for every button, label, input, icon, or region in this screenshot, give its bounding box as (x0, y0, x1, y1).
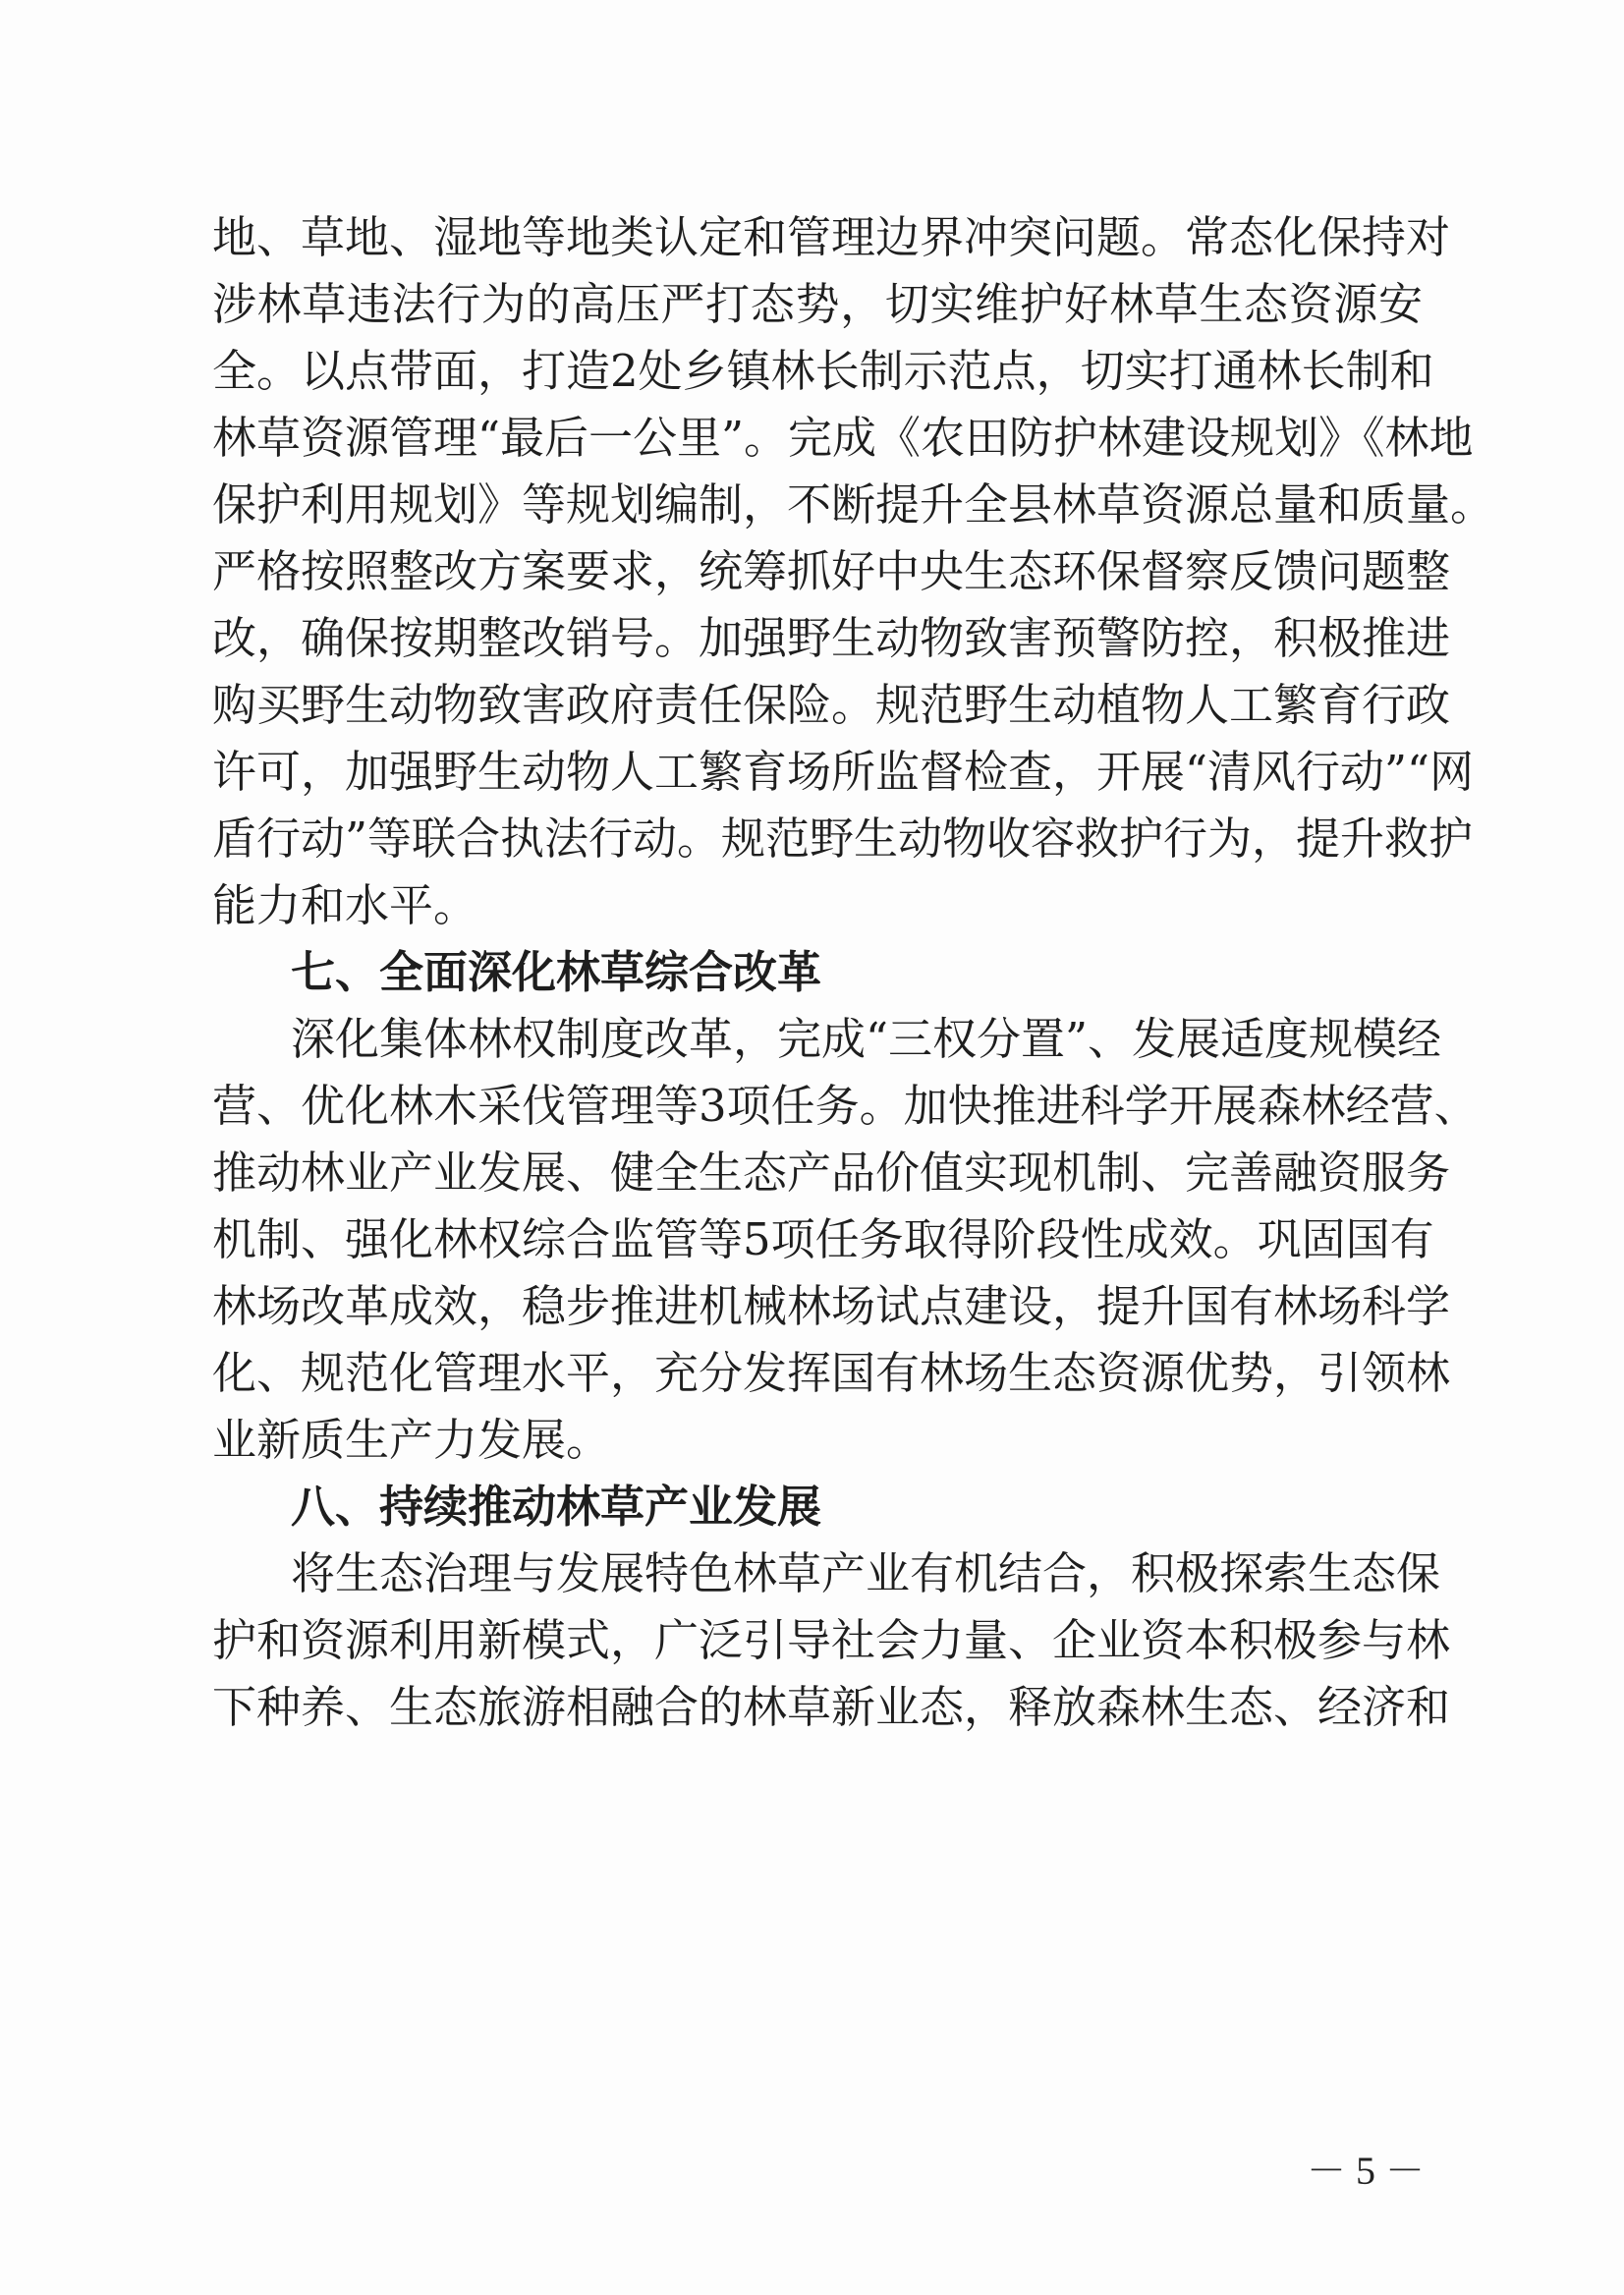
body-line: 严格按照整改方案要求，统筹抓好中央生态环保督察反馈问题整 (212, 545, 1451, 597)
body-line: 购买野生动物致害政府责任保险。规范野生动植物人工繁育行政 (212, 679, 1451, 731)
body-line: 许可，加强野生动物人工繁育场所监督检查，开展“清风行动”“网 (212, 746, 1475, 798)
body-line: 盾行动”等联合执法行动。规范野生动物收容救护行为，提升救护 (212, 812, 1474, 865)
body-line: 推动林业产业发展、健全生态产品价值实现机制、完善融资服务 (212, 1147, 1451, 1199)
body-line: 保护利用规划》等规划编制，不断提升全县林草资源总量和质量。 (212, 478, 1495, 531)
body-line: 将生态治理与发展特色林草产业有机结合，积极探索生态保 (291, 1547, 1441, 1599)
body-line: 林草资源管理“最后一公里”。完成《农田防护林建设规划》《林地 (212, 412, 1474, 464)
body-line: 涉林草违法行为的高压严打态势，切实维护好林草生态资源安 (212, 278, 1423, 330)
page-number: － 5 － (1307, 2149, 1425, 2193)
section-heading: 七、全面深化林草综合改革 (291, 946, 822, 998)
body-line: 护和资源利用新模式，广泛引导社会力量、企业资本积极参与林 (212, 1614, 1451, 1666)
body-line: 能力和水平。 (212, 879, 478, 931)
section-heading: 八、持续推动林草产业发展 (291, 1481, 822, 1533)
body-line: 下种养、生态旅游相融合的林草新业态，释放森林生态、经济和 (212, 1681, 1451, 1733)
body-line: 化、规范化管理水平，充分发挥国有林场生态资源优势，引领林 (212, 1347, 1451, 1399)
body-line: 地、草地、湿地等地类认定和管理边界冲突问题。常态化保持对 (212, 211, 1451, 263)
body-line: 机制、强化林权综合监管等5项任务取得阶段性成效。巩固国有 (212, 1213, 1434, 1265)
body-line: 业新质生产力发展。 (212, 1414, 611, 1466)
body-line: 营、优化林木采伐管理等3项任务。加快推进科学开展森林经营、 (212, 1080, 1479, 1132)
body-line: 深化集体林权制度改革，完成“三权分置”、发展适度规模经 (291, 1013, 1442, 1065)
body-line: 全。以点带面，打造2处乡镇林长制示范点，切实打通林长制和 (212, 345, 1434, 397)
body-line: 改，确保按期整改销号。加强野生动物致害预警防控，积极推进 (212, 612, 1451, 664)
body-line: 林场改革成效，稳步推进机械林场试点建设，提升国有林场科学 (212, 1280, 1451, 1332)
